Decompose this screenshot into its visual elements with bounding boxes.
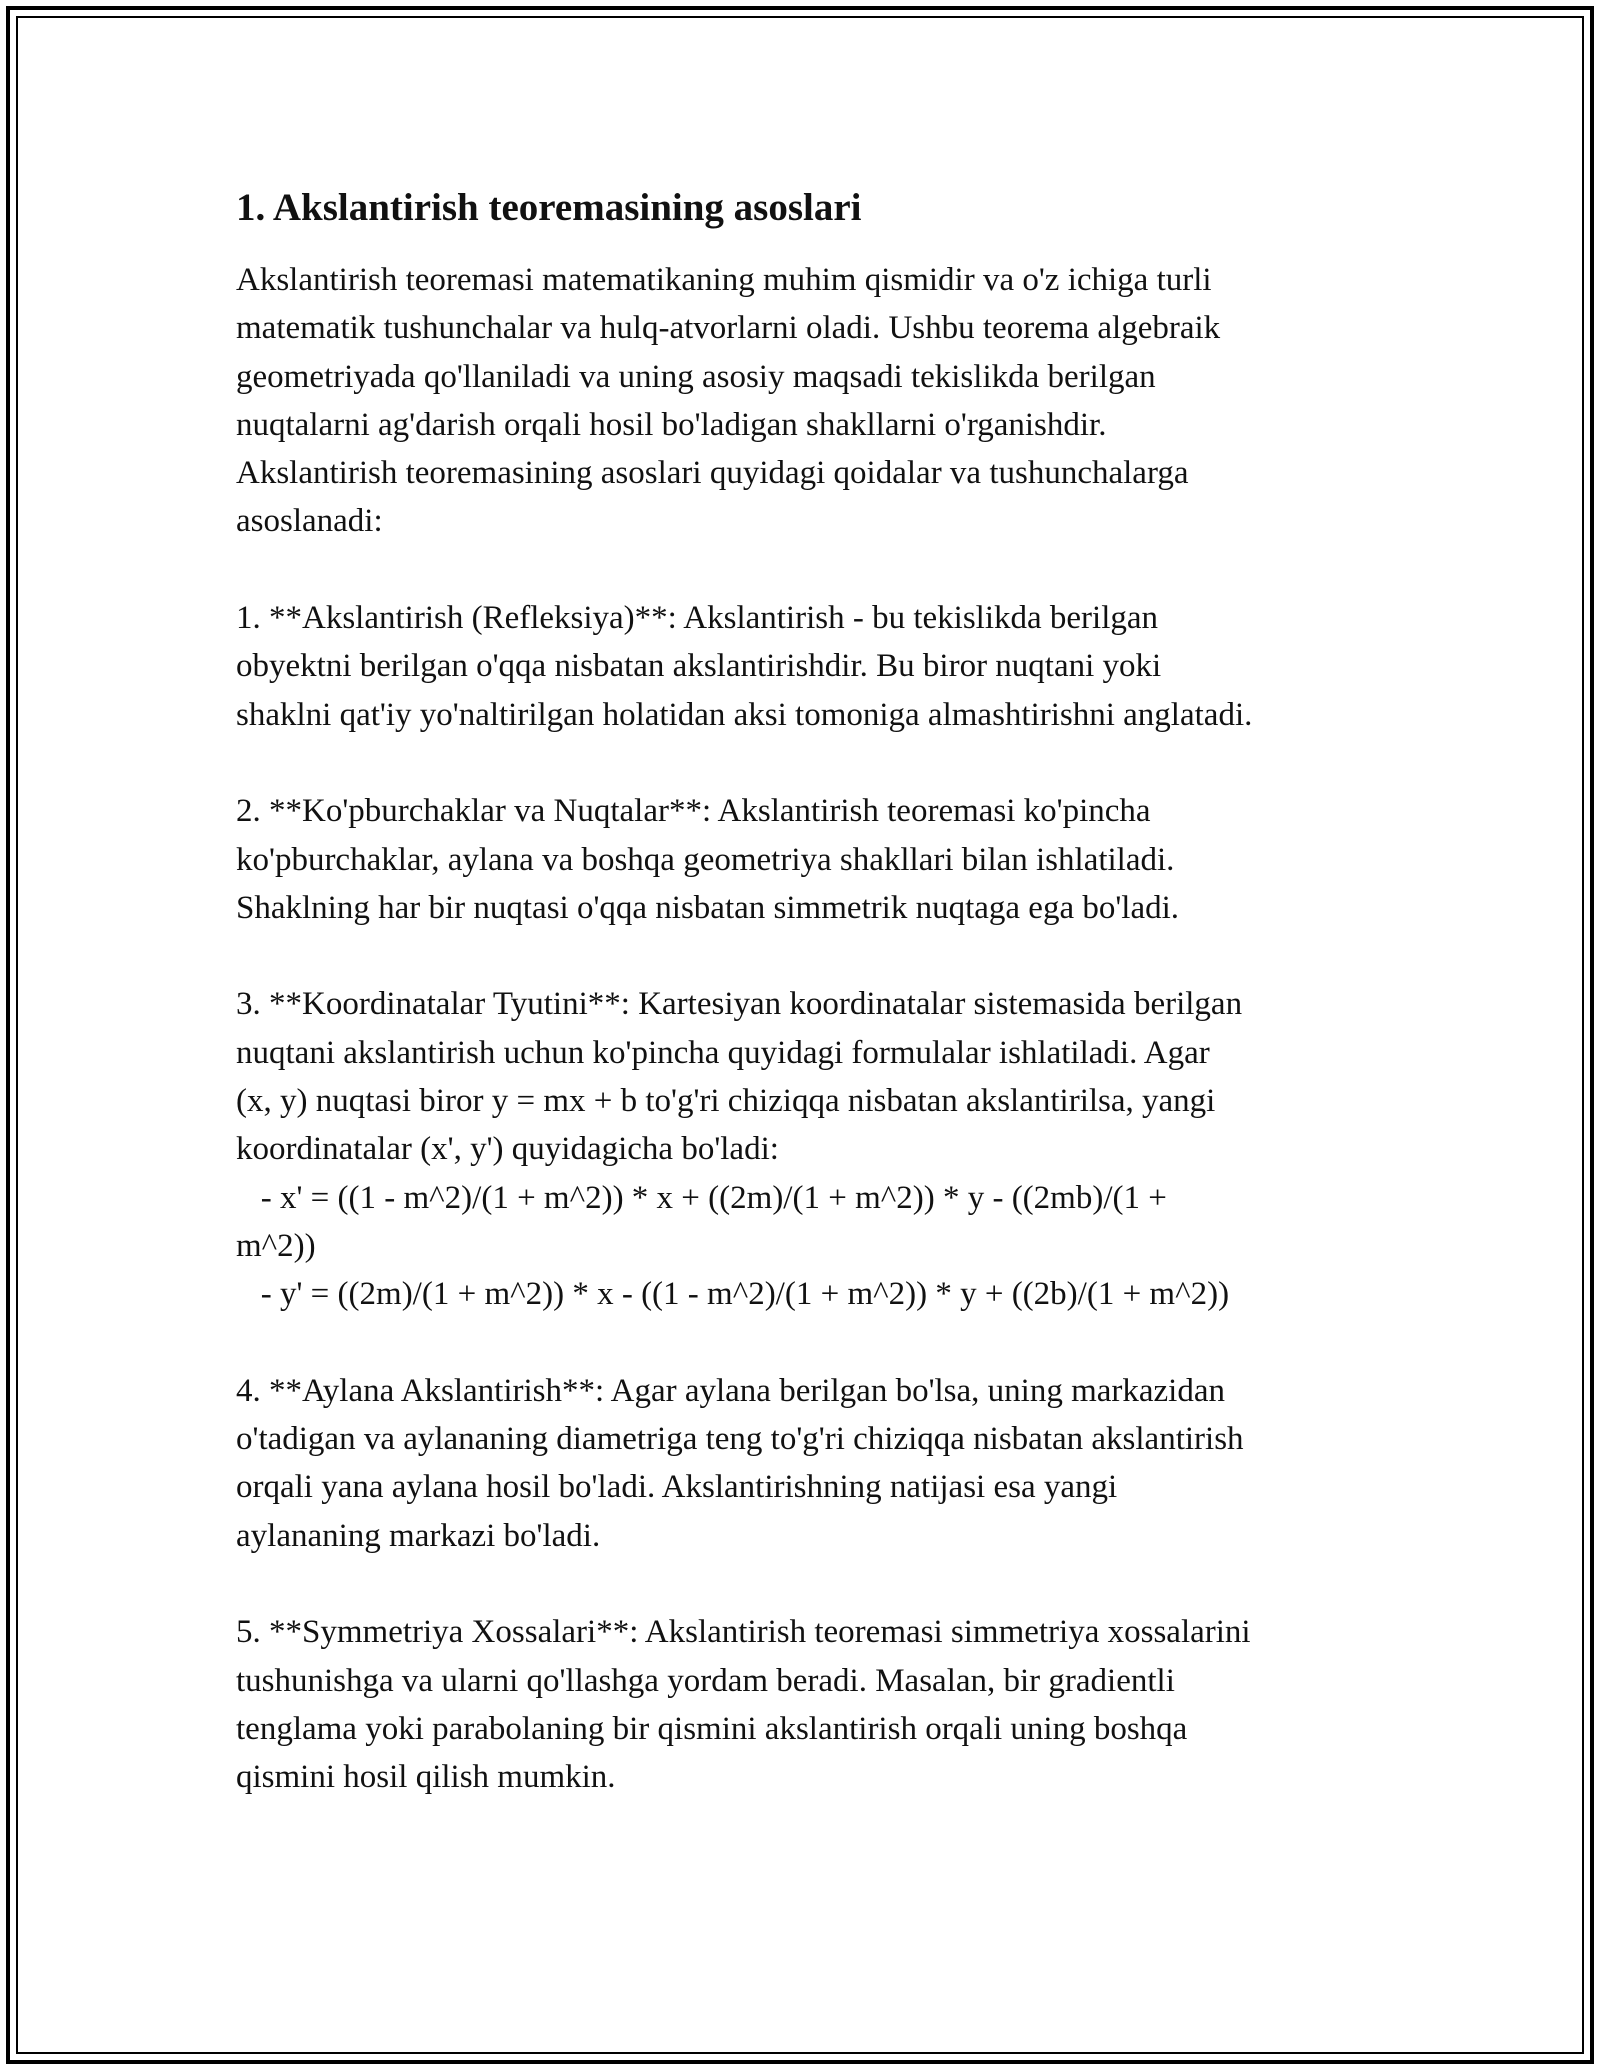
formula-line: - x' = ((1 - m^2)/(1 + m^2)) * x + ((2m)/(1 + m^2)) * y - ((2mb)/(1 + <box>236 1179 1167 1216</box>
formula-line: - y' = ((2m)/(1 + m^2)) * x - ((1 - m^2)/(1 + m^2)) * y + ((2b)/(1 + m^2)) <box>236 1276 1230 1313</box>
text-line: qismini hosil qilish mumkin. <box>236 1759 616 1796</box>
text-line: asoslanadi: <box>236 503 383 540</box>
text-line: koordinatalar (x', y') quyidagicha bo'ladi: <box>236 1131 779 1168</box>
text-line: Akslantirish teoremasi matematikaning muhim qismidir va o'z ichiga turli <box>236 262 1212 298</box>
text-line: geometriyada qo'llaniladi va uning asosiy maqsadi tekislikda berilgan <box>236 358 1156 395</box>
list-item-polygons <box>236 787 1376 932</box>
list-item-coordinates <box>236 980 1376 1318</box>
text-line: Shaklning har bir nuqtasi o'qqa nisbatan simmetrik nuqtaga ega bo'ladi. <box>236 889 1180 926</box>
list-item-reflection <box>236 594 1376 739</box>
text-line: tushunishga va ularni qo'llashga yordam beradi. Masalan, bir gradientli <box>236 1662 1175 1699</box>
text-line: nuqtalarni ag'darish orqali hosil bo'ladigan shakllarni o'rganishdir. <box>236 406 1107 443</box>
text-line: 2. **Ko'pburchaklar va Nuqtalar**: Akslantirish teoremasi ko'pincha <box>236 793 1151 830</box>
text-line: (x, y) nuqtasi biror y = mx + b to'g'ri chiziqqa nisbatan akslantirilsa, yangi <box>236 1083 1216 1120</box>
text-line: nuqtani akslantirish uchun ko'pincha quyidagi formulalar ishlatiladi. Agar <box>236 1034 1210 1071</box>
text-line: ko'pburchaklar, aylana va boshqa geometriya shakllari bilan ishlatiladi. <box>236 841 1175 878</box>
text-line: 3. **Koordinatalar Tyutini**: Kartesiyan koordinatalar sistemasida berilgan <box>236 986 1243 1023</box>
list-item-circle <box>236 1367 1376 1560</box>
text-line: matematik tushunchalar va hulq-atvorlarni oladi. Ushbu teorema algebraik <box>236 310 1221 347</box>
text-line: 1. **Akslantirish (Refleksiya)**: Akslantirish - bu tekislikda berilgan <box>236 600 1159 637</box>
text-line: obyektni berilgan o'qqa nisbatan akslantirishdir. Bu biror nuqtani yoki <box>236 648 1162 685</box>
text-line: shaklni qat'iy yo'naltirilgan holatidan aksi tomoniga almashtirishni anglatadi. <box>236 696 1253 733</box>
section-heading: 1. Akslantirish teoremasining asoslari <box>236 186 862 229</box>
text-line: o'tadigan va aylananing diametriga teng to'g'ri chiziqqa nisbatan akslantirish <box>236 1421 1244 1458</box>
text-line: orqali yana aylana hosil bo'ladi. Akslantirishning natijasi esa yangi <box>236 1469 1118 1506</box>
list-item-symmetry <box>236 1608 1376 1801</box>
intro-paragraph <box>236 256 1376 546</box>
text-line: 4. **Aylana Akslantirish**: Agar aylana berilgan bo'lsa, uning markazidan <box>236 1372 1226 1409</box>
text-line: Akslantirish teoremasining asoslari quyidagi qoidalar va tushunchalarga <box>236 455 1189 492</box>
text-line: tenglama yoki parabolaning bir qismini akslantirish orqali uning boshqa <box>236 1710 1188 1747</box>
formula-line: m^2)) <box>236 1227 316 1264</box>
text-line: 5. **Symmetriya Xossalari**: Akslantirish teoremasi simmetriya xossalarini <box>236 1614 1251 1651</box>
document-body <box>236 184 1376 1802</box>
text-line: aylananing markazi bo'ladi. <box>236 1517 601 1554</box>
